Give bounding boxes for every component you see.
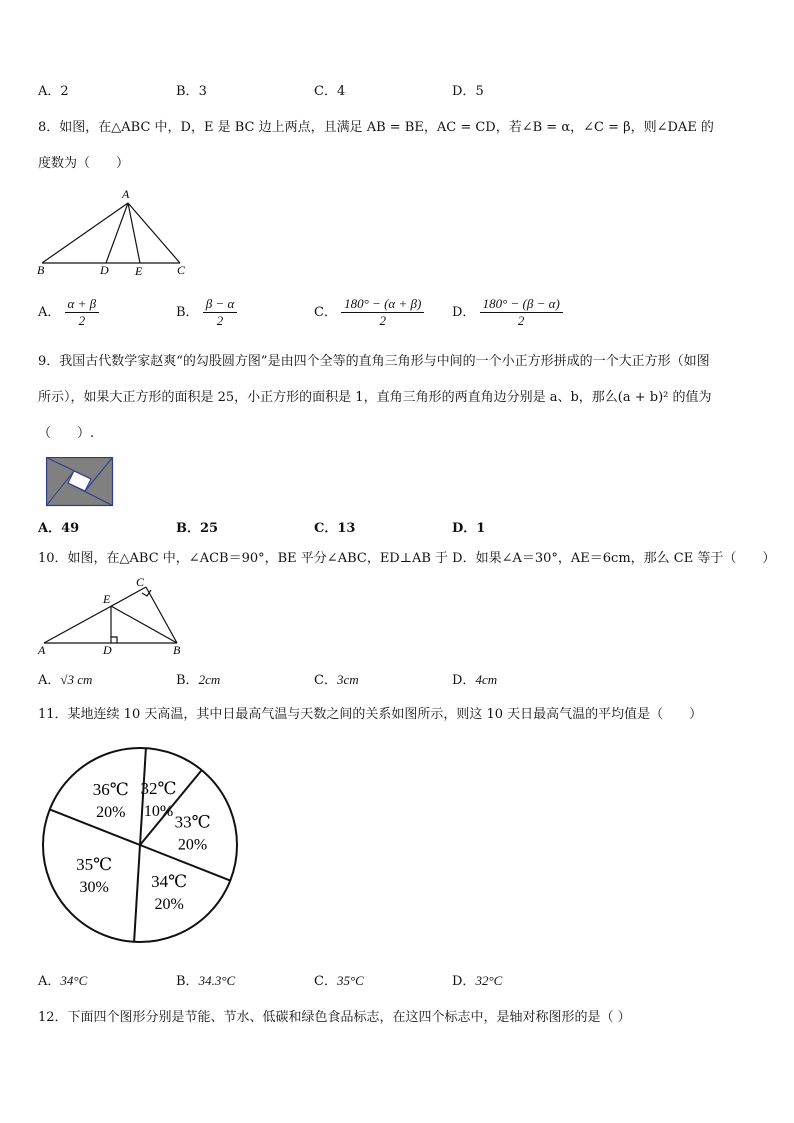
q10-side-ac — [44, 587, 146, 643]
q10-option-a: A．√3 cm — [38, 672, 93, 688]
q9-option-c: C．13 — [314, 521, 356, 536]
q8-stem-line2: 度数为（ ） — [38, 156, 130, 171]
q9-stem-line3: （ ）. — [38, 426, 95, 441]
q10-right-angle-d — [111, 637, 117, 643]
q10-option-d: D．4cm — [452, 672, 498, 688]
q7-option-c: C．4 — [314, 84, 346, 99]
q9-zhao-shuang-square-figure — [46, 457, 114, 507]
q11-option-c: C．35°C — [314, 973, 364, 989]
pie-slice-category-label: 36℃ — [92, 780, 129, 800]
pie-slice-category-label: 35℃ — [76, 855, 113, 875]
q9-option-a: A．49 — [38, 521, 80, 536]
q11-option-a: A．34°C — [38, 973, 88, 989]
pie-slice-category-label: 34℃ — [151, 871, 188, 891]
q9-option-b: B．25 — [176, 521, 219, 536]
q10-option-c: C．3cm — [314, 672, 359, 688]
q9-stem-line2: 所示），如果大正方形的面积是 25，小正方形的面积是 1，直角三角形的两直角边分别是 a、b，那么(a + b)² 的值为 — [38, 390, 712, 405]
pie-slice-value-label: 20% — [177, 836, 208, 854]
pie-slice-value-label: 20% — [154, 895, 184, 913]
q7-option-a: A．2 — [38, 84, 69, 99]
q11-option-b: B．34.3°C — [176, 973, 236, 989]
q10-label-c: C — [136, 575, 145, 589]
q8-label-c: C — [177, 263, 186, 277]
q8-triangle-figure — [34, 186, 194, 278]
q10-right-angle-c — [142, 590, 151, 596]
q8-stem-line1: 8．如图，在△ABC 中，D，E 是 BC 边上两点，且满足 AB = BE，AC = CD，若∠B = α，∠C = β，则∠DAE 的 — [38, 120, 714, 135]
q11-option-d: D．32°C — [452, 973, 503, 989]
q11-stem-line1: 11．某地连续 10 天高温，其中日最高气温与天数之间的关系如图所示，则这 10 天日最高气温的平均值是（ ） — [38, 707, 703, 722]
q8-side-ab — [42, 203, 128, 263]
q8-segment-ad — [106, 203, 128, 263]
q8-segment-ae — [128, 203, 140, 263]
q10-option-b: B．2cm — [176, 672, 221, 688]
q8-option-a: A． $\frac{\alpha + \beta}{2}$ — [38, 296, 99, 329]
q10-label-e: E — [103, 592, 111, 606]
q8-label-d: D — [100, 263, 109, 277]
q9-stem-line1: 9．我国古代数学家赵爽“的勾股圆方图”是由四个全等的直角三角形与中间的一个小正方形拼成的一个大正方形（如图 — [38, 354, 710, 369]
q8-option-c: C． $\frac{180^\circ - (\alpha + \beta)}{2}$ — [314, 296, 424, 329]
q8-label-b: B — [37, 263, 45, 277]
q10-stem-line1: 10．如图，在△ABC 中，∠ACB＝90°，BE 平分∠ABC，ED⊥AB 于 D．如果∠A＝30°，AE＝6cm，那么 CE 等于（ ） — [38, 551, 776, 566]
q10-label-b: B — [173, 643, 181, 657]
q11-pie-chart — [40, 745, 240, 945]
q10-triangle-figure — [34, 572, 194, 660]
q12-stem-line1: 12．下面四个图形分别是节能、节水、低碳和绿色食品标志，在这四个标志中，是轴对称图形的是（ ） — [38, 1010, 631, 1025]
pie-slice-category-label: 32℃ — [140, 779, 177, 799]
pie-slice-value-label: 20% — [96, 804, 126, 822]
q8-label-e: E — [135, 264, 143, 278]
pie-slice-value-label: 30% — [79, 879, 109, 897]
q8-side-ac — [128, 203, 180, 263]
q10-label-a: A — [38, 643, 46, 657]
q8-label-a: A — [122, 187, 130, 201]
q7-option-b: B．3 — [176, 84, 207, 99]
q7-option-d: D．5 — [452, 84, 484, 99]
q8-option-b: B． $\frac{\beta - \alpha}{2}$ — [176, 296, 237, 329]
pie-slice-value-label: 10% — [143, 803, 174, 821]
q9-option-d: D．1 — [452, 521, 486, 536]
q8-option-d: D． $\frac{180^\circ - (\beta - \alpha)}{2}$ — [452, 296, 563, 329]
pie-slice-category-label: 33℃ — [174, 812, 211, 832]
q10-label-d: D — [103, 643, 112, 657]
